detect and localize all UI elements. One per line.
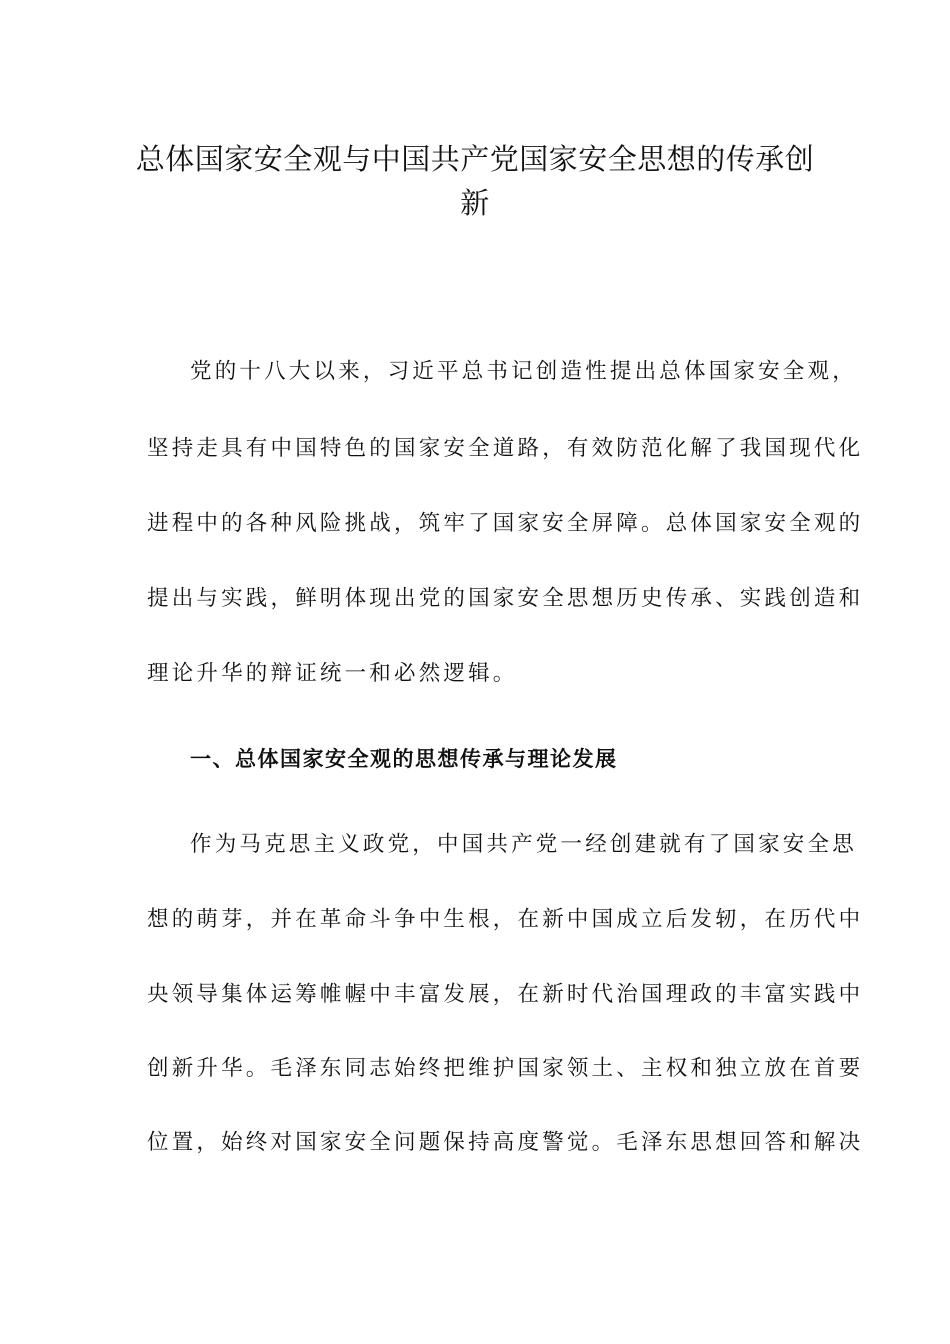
paragraph-2-line-3: 央领导集体运筹帷幄中丰富发展，在新时代治国理政的丰富实践中 bbox=[147, 982, 864, 1007]
paragraph-2-line-2: 想的萌芽，并在革命斗争中生根，在新中国成立后发轫，在历代中 bbox=[147, 907, 864, 932]
paragraph-1-line-4: 提出与实践，鲜明体现出党的国家安全思想历史传承、实践创造和 bbox=[147, 586, 864, 611]
document-title-line-2: 新 bbox=[460, 186, 490, 220]
paragraph-1-line-3: 进程中的各种风险挑战，筑牢了国家安全屏障。总体国家安全观的 bbox=[147, 511, 864, 536]
section-heading: 一、总体国家安全观的思想传承与理论发展 bbox=[190, 747, 618, 771]
paragraph-1-line-5: 理论升华的辩证统一和必然逻辑。 bbox=[147, 661, 518, 686]
paragraph-2-line-5: 位置，始终对国家安全问题保持高度警觉。毛泽东思想回答和解决 bbox=[147, 1130, 864, 1155]
paragraph-1-line-2: 坚持走具有中国特色的国家安全道路，有效防范化解了我国现代化 bbox=[147, 436, 864, 461]
paragraph-2-line-4: 创新升华。毛泽东同志始终把维护国家领土、主权和独立放在首要 bbox=[147, 1056, 864, 1081]
paragraph-2-line-1: 作为马克思主义政党，中国共产党一经创建就有了国家安全思 bbox=[190, 832, 857, 857]
paragraph-1-line-1: 党的十八大以来，习近平总书记创造性提出总体国家安全观， bbox=[190, 359, 857, 384]
document-title-line-1: 总体国家安全观与中国共产党国家安全思想的传承创 bbox=[135, 142, 815, 176]
